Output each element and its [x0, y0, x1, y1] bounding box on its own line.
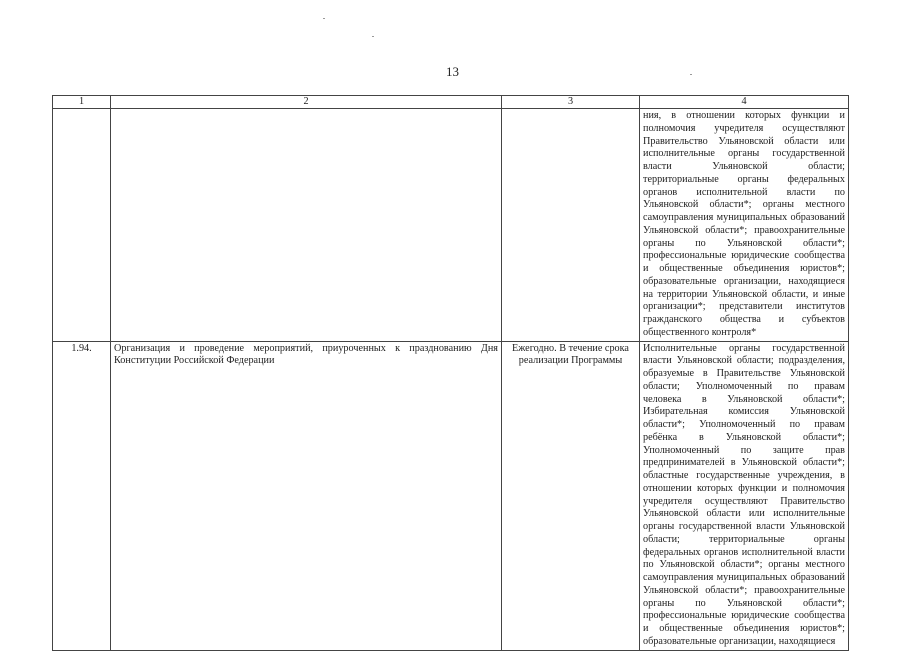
cell-executors: Исполнительные органы государственной власти Ульяновской области; подразделения, образуемые в Правительстве Ульяновской области; Уполномоченный по правам человека в Ульяновской области*; Избирательная комиссия Ульяновской области*; Уполномоченный по правам ребёнка в Ульяновской области*; Уполномоченный по защите прав предпринимателей в Ульяновской области*; областные государственные учреждения, в отношении которых функции и полномочия учредителя осуществляют Правительство Ульяновской области или исполнительные органы государственной власти Ульяновской области; территориальные органы федеральных органов исполнительной власти по Ульяновской области*; органы местного самоуправления муниципальных образований Ульяновской области*; правоохранительные органы по Ульяновской области*; профессиональные юридические сообщества и общественные объединения юристов*; образовательные организации, находящиеся: [640, 341, 849, 650]
scan-speck: [372, 36, 374, 37]
scan-speck: [323, 18, 325, 19]
cell-event: [111, 109, 502, 342]
header-col-3: 3: [502, 96, 640, 109]
table-header-row: [53, 96, 849, 109]
table-row-1-94: [53, 341, 849, 650]
page-number: 13: [446, 64, 459, 79]
cell-term: [502, 109, 640, 342]
cell-event: Организация и проведение мероприятий, приуроченных к празднованию Дня Конституции Российской Федерации: [111, 341, 502, 650]
scan-speck: [690, 74, 692, 75]
cell-executors: ния, в отношении которых функции и полномочия учредителя осуществляют Правительство Ульяновской области или исполнительные органы государственной власти Ульяновской области; территориальные органы федеральных органов исполнительной власти по Ульяновской области*; органы местного самоуправления муниципальных образований Ульяновской области*; правоохранительные органы по Ульяновской области*; профессиональные юридические сообщества и общественные объединения юристов*; образовательные организации, находящиеся на территории Ульяновской области, и иные организации*; представители институтов гражданского общества и субъектов общественного контроля*: [640, 109, 849, 342]
header-col-2: 2: [111, 96, 502, 109]
program-table: [52, 95, 849, 651]
cell-number: [53, 109, 111, 342]
table-row-continued: [53, 109, 849, 342]
header-col-4: 4: [640, 96, 849, 109]
cell-number: 1.94.: [53, 341, 111, 650]
header-col-1: 1: [53, 96, 111, 109]
cell-term: Ежегодно. В течение срока реализации Программы: [502, 341, 640, 650]
